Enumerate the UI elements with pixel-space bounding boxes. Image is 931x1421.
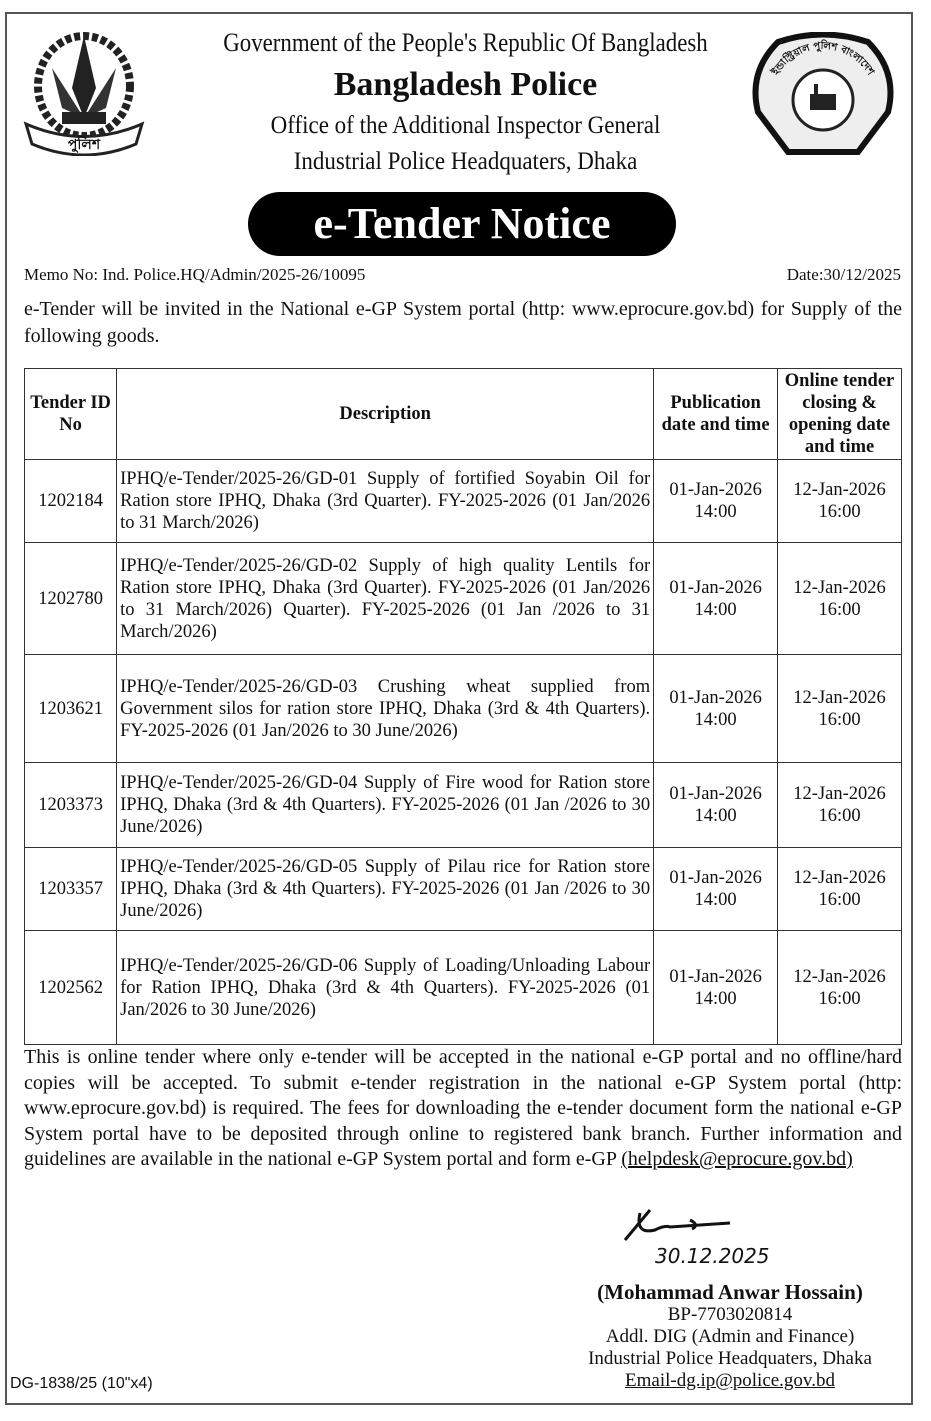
publication-date: 01-Jan-2026 (669, 868, 762, 888)
publication-date: 01-Jan-2026 (669, 480, 762, 500)
publication-date: 01-Jan-2026 (669, 577, 762, 598)
publication-datetime (654, 543, 778, 655)
closing-datetime (778, 460, 902, 543)
table-header-row (25, 369, 902, 460)
tender-description: IPHQ/e-Tender/2025-26/GD-06 Supply of Loading/Unloading Labour for Ration IPHQ, Dhaka (3rd & 4th Quarters). FY-2025-2026 (01 Jan/2026 to 30 June/2026) (117, 931, 654, 1045)
header-government: Government of the People's Republic Of Bangladesh (223, 28, 708, 57)
handwritten-date: 30.12.2025 (655, 1244, 770, 1268)
publication-datetime (654, 931, 778, 1045)
header-organization: Bangladesh Police (333, 66, 598, 103)
closing-datetime (778, 931, 902, 1045)
tender-id: 1203373 (25, 763, 117, 848)
left-logo-text: পুলিশ (67, 137, 101, 153)
tender-id: 1203621 (25, 655, 117, 763)
closing-date: 12-Jan-2026 (793, 966, 886, 987)
closing-date: 12-Jan-2026 (793, 868, 886, 888)
helpdesk-email-link[interactable]: (helpdesk@eprocure.gov.bd) (621, 1148, 853, 1170)
tender-description: IPHQ/e-Tender/2025-26/GD-04 Supply of Fire wood for Ration store IPHQ, Dhaka (3rd & 4th Quarters). FY-2025-2026 (01 Jan /2026 to 30 June/2026) (117, 763, 654, 848)
tender-description: IPHQ/e-Tender/2025-26/GD-01 Supply of fortified Soyabin Oil for Ration store IPHQ, Dhaka (3rd Quarter). FY-2025-2026 (01 Jan/2026 to 31 March/2026) (117, 460, 654, 543)
closing-time: 16:00 (818, 890, 861, 910)
signatory-email-link[interactable]: Email-dg.ip@police.gov.bd (625, 1370, 835, 1391)
tender-table (24, 368, 902, 1045)
intro-paragraph: e-Tender will be invited in the National e-GP System portal (http: www.eprocure.gov.bd) for Supply of the following goods. (24, 298, 902, 347)
publication-datetime (654, 763, 778, 848)
header-location: Industrial Police Headquaters, Dhaka (293, 148, 638, 175)
notice-title: e-Tender Notice (248, 192, 676, 256)
publication-date: 01-Jan-2026 (669, 784, 762, 804)
header-closing: Online tender closing & opening date and time (778, 369, 902, 460)
handwritten-signature (620, 1205, 850, 1270)
closing-date: 12-Jan-2026 (793, 784, 886, 804)
closing-date: 12-Jan-2026 (793, 687, 886, 708)
dg-code: DG-1838/25 (10"x4) (10, 1375, 153, 1392)
tender-description: IPHQ/e-Tender/2025-26/GD-02 Supply of high quality Lentils for Ration store IPHQ, Dhaka (3rd Quarter). FY-2025-2026 (01 Jan/2026 to 31 March/2026) Quarter). FY-2025-2026 (01 Jan /2026 to 31 March/2026) (117, 543, 654, 655)
notice-date: Date:30/12/2025 (786, 265, 901, 284)
closing-time: 16:00 (818, 988, 861, 1009)
closing-time: 16:00 (818, 599, 861, 620)
closing-time: 16:00 (818, 806, 861, 826)
publication-time: 14:00 (694, 806, 737, 826)
closing-datetime (778, 848, 902, 931)
signatory-office: Industrial Police Headquaters, Dhaka (588, 1348, 872, 1369)
publication-datetime (654, 848, 778, 931)
publication-time: 14:00 (694, 599, 737, 620)
tender-description: IPHQ/e-Tender/2025-26/GD-03 Crushing wheat supplied from Government silos for ration store IPHQ, Dhaka (3rd & 4th Quarters). FY-2025-2026 (01 Jan/2026 to 30 June/2026) (117, 655, 654, 763)
table-row (25, 848, 902, 931)
signatory-name: (Mohammad Anwar Hossain) (597, 1280, 863, 1304)
publication-date: 01-Jan-2026 (669, 687, 762, 708)
publication-date: 01-Jan-2026 (669, 966, 762, 987)
memo-number: Memo No: Ind. Police.HQ/Admin/2025-26/10095 (24, 265, 366, 284)
signatory-designation: Addl. DIG (Admin and Finance) (605, 1326, 855, 1347)
signatory-bp: BP-7703020814 (667, 1304, 793, 1325)
tender-description: IPHQ/e-Tender/2025-26/GD-05 Supply of Pilau rice for Ration store IPHQ, Dhaka (3rd & 4th Quarters). FY-2025-2026 (01 Jan /2026 to 30 June/2026) (117, 848, 654, 931)
header-description: Description (117, 369, 654, 460)
footer-paragraph (24, 1045, 902, 1173)
publication-datetime (654, 460, 778, 543)
publication-time: 14:00 (694, 890, 737, 910)
table-row (25, 763, 902, 848)
closing-datetime (778, 543, 902, 655)
header-publication: Publication date and time (654, 369, 778, 460)
table-row (25, 543, 902, 655)
tender-id: 1202562 (25, 931, 117, 1045)
header-tender-id: Tender ID No (25, 369, 117, 460)
table-row (25, 931, 902, 1045)
right-logo-text: ইন্ডাস্ট্রিয়াল পুলিশ বাংলাদেশ (770, 40, 876, 78)
table-row (25, 655, 902, 763)
publication-datetime (654, 655, 778, 763)
tender-id: 1202184 (25, 460, 117, 543)
closing-time: 16:00 (818, 709, 861, 730)
tender-id: 1202780 (25, 543, 117, 655)
publication-time: 14:00 (694, 502, 737, 522)
table-row (25, 460, 902, 543)
closing-datetime (778, 655, 902, 763)
closing-datetime (778, 763, 902, 848)
footer-text: This is online tender where only e-tender will be accepted in the national e-GP portal and no offline/hard copies will be accepted. To submit e-tender registration in the national e-GP System portal (http: www.eprocure.gov.bd) is required. The fees for downloading the e-tender document form the national e-GP System portal have to be deposited through online to registered bank branch. Further information and guidelines are available in the national e-GP System portal and form e-GP (24, 1046, 902, 1170)
publication-time: 14:00 (694, 709, 737, 730)
header-office: Office of the Additional Inspector General (270, 112, 661, 139)
tender-id: 1203357 (25, 848, 117, 931)
closing-time: 16:00 (818, 502, 861, 522)
closing-date: 12-Jan-2026 (793, 577, 886, 598)
closing-date: 12-Jan-2026 (793, 480, 886, 500)
publication-time: 14:00 (694, 988, 737, 1009)
